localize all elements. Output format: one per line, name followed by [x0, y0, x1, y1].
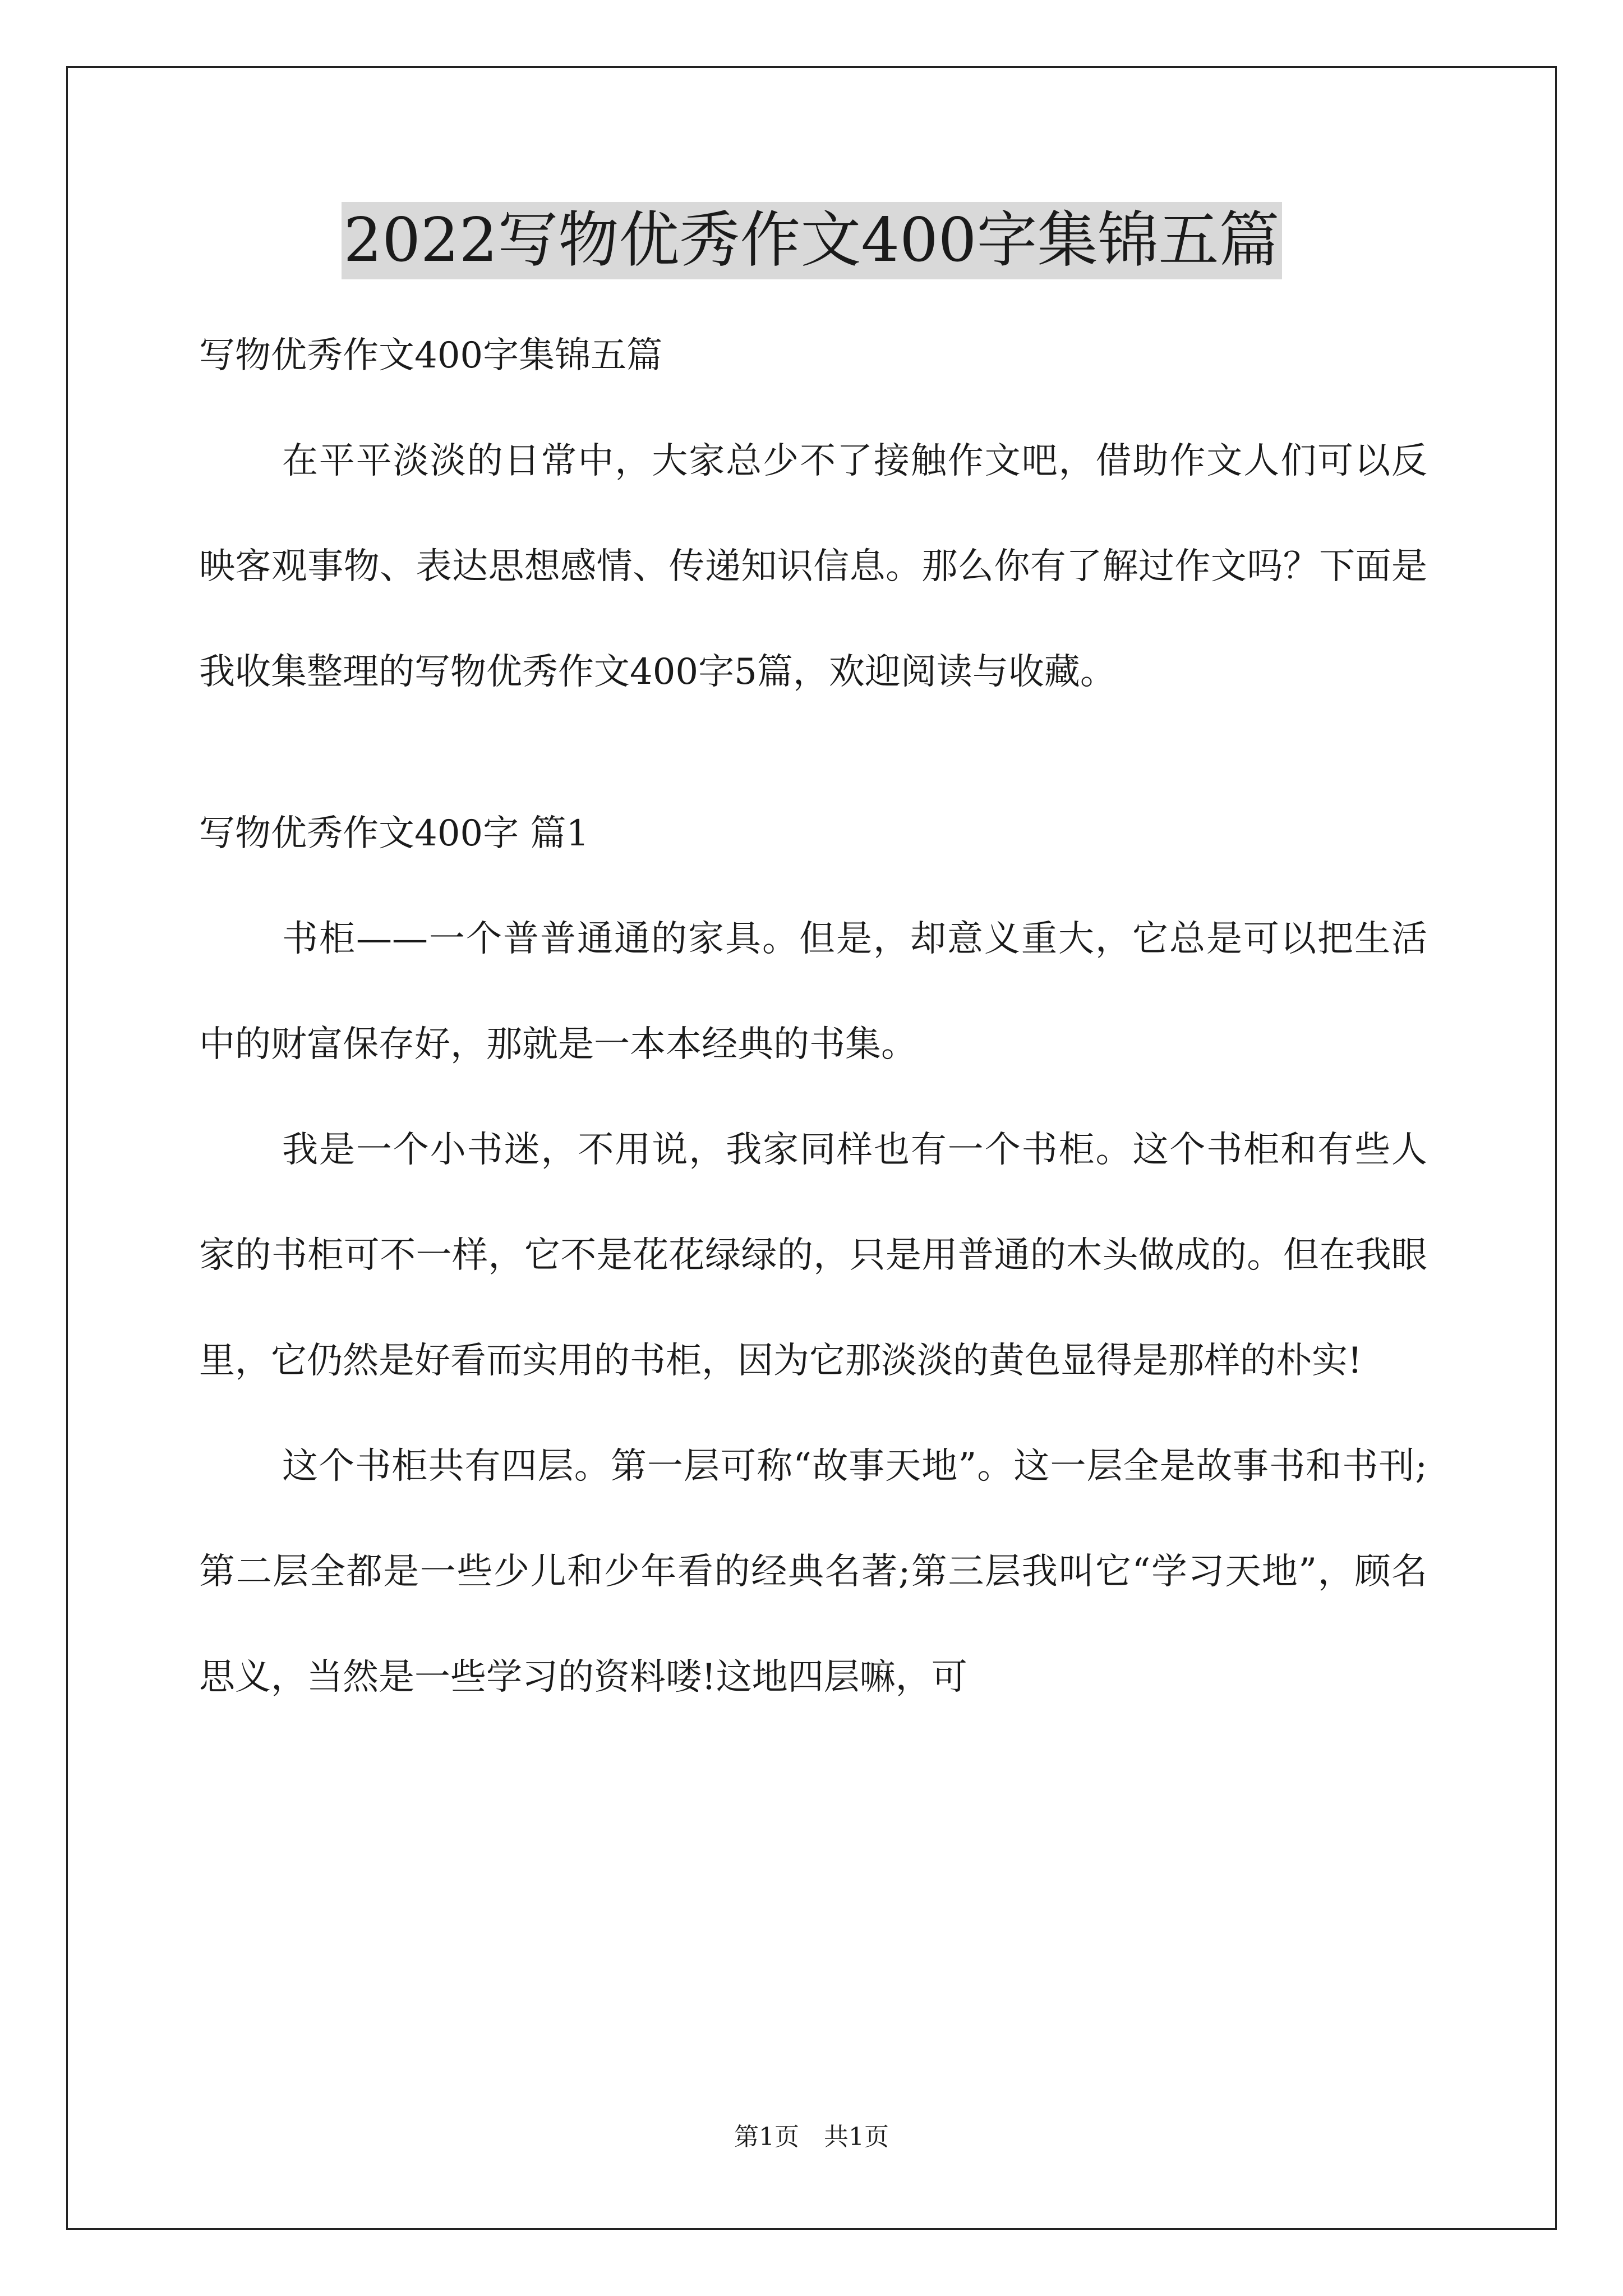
- intro-paragraph: 在平平淡淡的日常中，大家总少不了接触作文吧，借助作文人们可以反映客观事物、表达思想感情、传递知识信息。那么你有了解过作文吗？下面是我收集整理的写物优秀作文400字5篇，欢迎阅读与收藏。: [199, 440, 1427, 693]
- body-paragraph: 书柜——一个普普通通的家具。但是，却意义重大，它总是可以把生活中的财富保存好，那就是一本本经典的书集。: [199, 918, 1427, 1065]
- page-footer: 第1页 共1页: [734, 2123, 889, 2151]
- document-body: [199, 303, 1427, 1730]
- document-title: 2022写物优秀作文400字集锦五篇: [342, 202, 1282, 279]
- document-subtitle: 写物优秀作文400字集锦五篇: [199, 335, 663, 376]
- title-container: [0, 202, 1623, 279]
- body-paragraph: 这个书柜共有四层。第一层可称“故事天地”。这一层全是故事书和书刊;第二层全都是一些少儿和少年看的经典名著;第三层我叫它“学习天地”，顾名思义，当然是一些学习的资料喽!这地四层嘛，可: [199, 1446, 1427, 1698]
- body-paragraph: 我是一个小书迷，不用说，我家同样也有一个书柜。这个书柜和有些人家的书柜可不一样，它不是花花绿绿的，只是用普通的木头做成的。但在我眼里，它仍然是好看而实用的书柜，因为它那淡淡的黄色显得是那样的朴实!: [199, 1129, 1427, 1382]
- section-heading: 写物优秀作文400字 篇1: [199, 813, 589, 854]
